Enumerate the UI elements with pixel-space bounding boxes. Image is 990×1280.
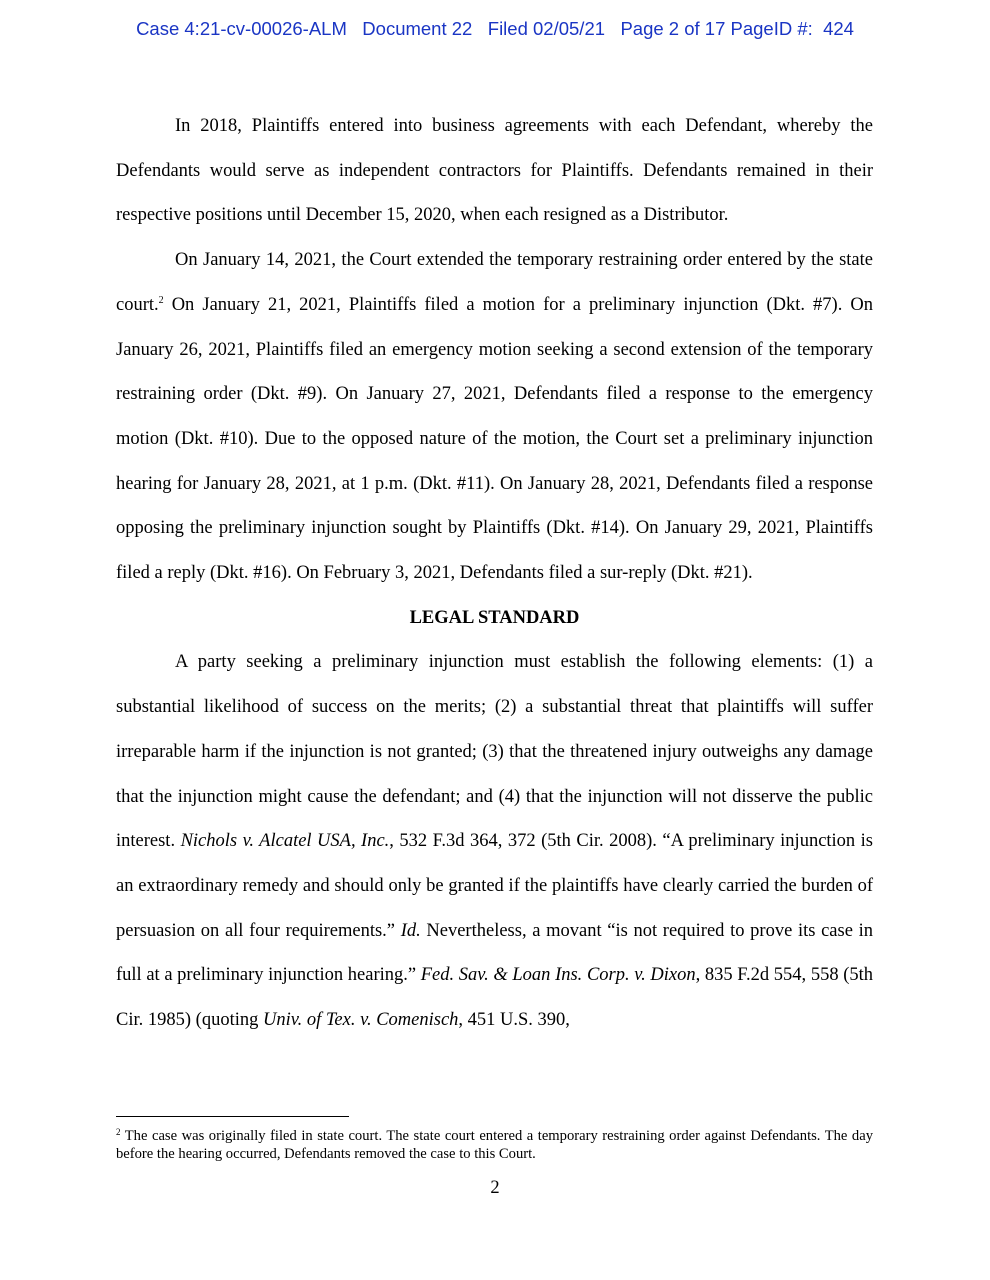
case-citation: Fed. Sav. & Loan Ins. Corp. v. Dixon	[420, 965, 696, 986]
case-number: Case 4:21-cv-00026-ALM	[136, 18, 347, 39]
paragraph-text: On January 14, 2021, the Court extended the temporary restraining order entered by the state court.	[116, 250, 873, 315]
footnote	[116, 1127, 873, 1163]
footnote-reference: 2	[158, 294, 164, 306]
case-citation: Nichols v. Alcatel USA, Inc.	[180, 831, 390, 852]
paragraph-text: , 451 U.S. 390,	[458, 1010, 570, 1031]
paragraph-procedural-history	[116, 238, 873, 596]
case-citation: Id.	[400, 920, 421, 941]
page-number: 2	[490, 1178, 500, 1198]
section-heading: LEGAL STANDARD	[409, 607, 580, 628]
paragraph-text: In 2018, Plaintiffs entered into business agreements with each Defendant, whereby the Defendants would serve as independent contractors for Plaintiffs. Defendants remained in their respective positions until December 15, 2020, when each resigned as a Distributor.	[116, 116, 873, 226]
paragraph-text: A party seeking a preliminary injunction must establish the following elements: (1) a substantial likelihood of success on the merits; (2) a substantial threat that plaintiffs will suffer irreparable harm if the injunction is not granted; (3) that the threatened injury outweighs any damage that the injunction might cause the defendant; and (4) that the injunction will not disserve the public interest.	[116, 652, 873, 852]
paragraph-legal-standard	[116, 640, 873, 1042]
filed-date: Filed 02/05/21	[487, 18, 606, 39]
document-body	[116, 104, 873, 1043]
paragraph-text: , 532 F.3d 364, 372 (5th Cir. 2008). “A preliminary injunction is an extraordinary remedy and should only be granted if the plaintiffs have clearly carried the burden of persuasion on all four requirements.”	[116, 831, 873, 941]
footnote-marker: 2	[116, 1127, 121, 1137]
document-number: Document 22	[362, 18, 473, 39]
paragraph-text: On January 21, 2021, Plaintiffs filed a motion for a preliminary injunction (Dkt. #7). On January 26, 2021, Plaintiffs filed an emergency motion seeking a second extension of the temporary restraining order (Dkt. #9). On January 27, 2021, Defendants filed a response to the emergency motion (Dkt. #10). Due to the opposed nature of the motion, the Court set a preliminary injunction hearing for January 28, 2021, at 1 p.m. (Dkt. #11). On January 28, 2021, Defendants filed a response opposing the preliminary injunction sought by Plaintiffs (Dkt. #14). On January 29, 2021, Plaintiffs filed a reply (Dkt. #16). On February 3, 2021, Defendants filed a sur-reply (Dkt. #21).	[116, 294, 873, 584]
paragraph-background	[116, 104, 873, 238]
filing-header	[0, 18, 990, 40]
case-citation: Univ. of Tex. v. Comenisch	[262, 1010, 459, 1031]
paragraph-text: Nevertheless, a movant “is not required to prove its case in full at a preliminary injunction hearing.”	[116, 920, 873, 986]
footnote-text: The case was originally filed in state court. The state court entered a temporary restraining order against Defendants. The day before the hearing occurred, Defendants removed the case to this Court.	[116, 1128, 873, 1162]
footnote-divider	[116, 1116, 349, 1117]
paragraph-text: , 835 F.2d 554, 558 (5th Cir. 1985) (quoting	[116, 965, 874, 1031]
page-info: Page 2 of 17 PageID #: 424	[620, 18, 854, 39]
